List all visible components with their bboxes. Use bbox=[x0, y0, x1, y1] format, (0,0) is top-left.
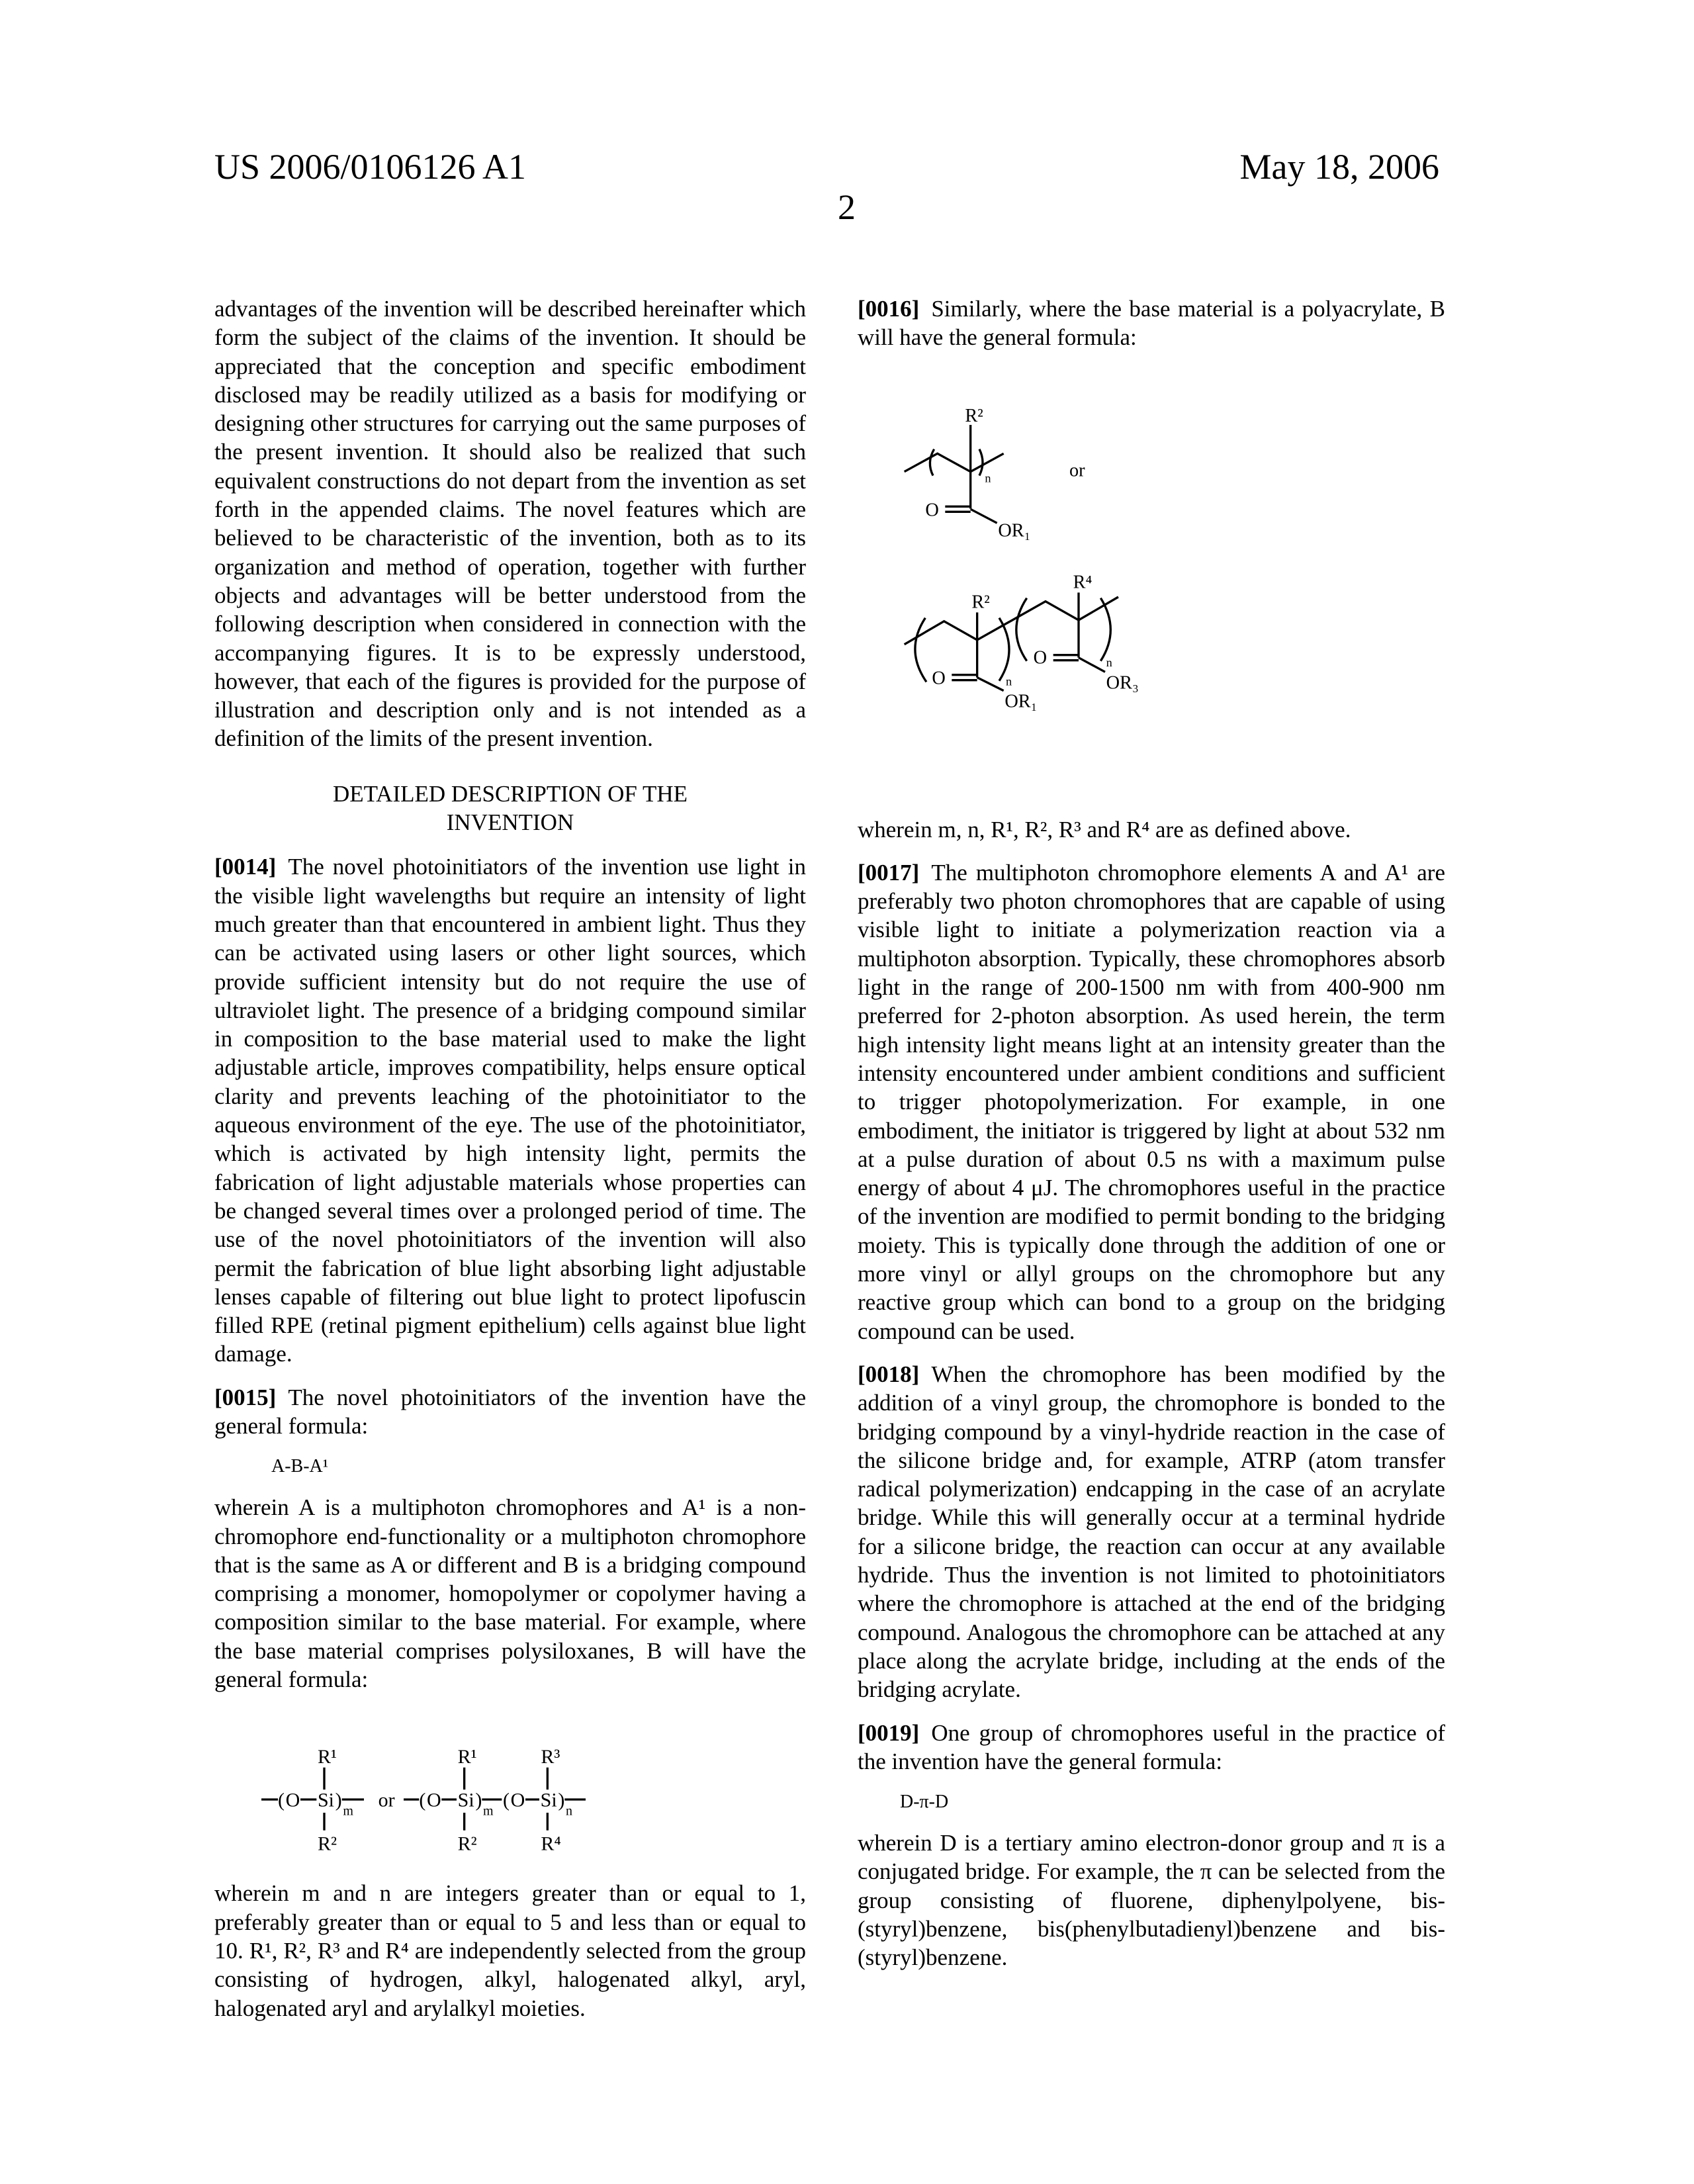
or3-label: OR₃ bbox=[1106, 672, 1139, 693]
or1-label: OR₁ bbox=[998, 520, 1030, 541]
paren-close: ) bbox=[558, 1790, 564, 1811]
silicon-label: Si bbox=[458, 1790, 474, 1811]
intro-paragraph: advantages of the invention will be described hereinafter which form the subject of the claims of the invention. It should be appreciated that the conception and specific embodiment disclosed may be readily utilized as a basis for modifying or designing other structures for carrying out the same purposes of the present invention. It should also be realized that such equivalent constructions do not depart from the invention as set forth in the appended claims. The novel features which are believed to be characteristic of the invention, both as to its organization and method of operation, together with further objects and advantages will be better understood from the following description when considered in connection with the accompanying figures. It is to be expressly understood, however, that each of the figures is provided for the purpose of illustration and description only and is not intended as a definition of the limits of the present invention. bbox=[214, 295, 806, 753]
r4-label: R⁴ bbox=[1073, 572, 1092, 592]
oxygen-label: O bbox=[925, 500, 938, 520]
or-label: or bbox=[379, 1790, 395, 1811]
subscript-m: m bbox=[483, 1804, 494, 1819]
formula-d-pi-d: D-π-D bbox=[858, 1790, 1445, 1814]
paragraph-wherein-m: wherein m and n are integers greater than or equal to 1, preferably greater than or equal to 5 and less than or equal to 10. R¹, R², R³ and R⁴ are independently selected from the group consisting of hydrogen, alkyl, halogenated alkyl, aryl, halogenated aryl and arylalkyl moieties. bbox=[214, 1879, 806, 2022]
paragraph-text: The novel photoinitiators of the invention use light in the visible light wavelengths but require an intensity of light much greater than that encountered in ambient light. Thus they can be activated using lasers or other light sources, which provide sufficient intensity but do not require the use of ultraviolet light. The presence of a bridging compound similar in composition to the base material used to make the light adjustable article, improves compatibility, helps ensure optical clarity and prevents leaching of the photoinitiator to the aqueous environment of the eye. The use of the photoinitiator, which is activated by high intensity light, permits the fabrication of light adjustable materials whose properties can be changed several times over a prolonged period of time. The use of the novel photoinitiators of the invention will also permit the fabrication of blue light absorbing light adjustable lenses capable of filtering out blue light to protect lipofuscin filled RPE (retinal pigment epithelium) cells against blue light damage. bbox=[214, 854, 806, 1367]
paragraph-0018 bbox=[858, 1360, 1445, 1704]
paren-open: ( bbox=[419, 1790, 425, 1811]
r4-label: R⁴ bbox=[541, 1833, 560, 1855]
r2-label: R² bbox=[965, 406, 983, 426]
r3-label: R³ bbox=[541, 1746, 560, 1768]
silicon-label: Si bbox=[318, 1790, 334, 1811]
paragraph-0019 bbox=[858, 1719, 1445, 1776]
paragraph-0016 bbox=[858, 295, 1445, 352]
paragraph-number: [0015] bbox=[214, 1385, 276, 1410]
paren-close: ) bbox=[475, 1790, 482, 1811]
or1-label: OR₁ bbox=[1004, 691, 1037, 711]
oxygen-label: O bbox=[1034, 647, 1047, 668]
or-label: or bbox=[1069, 460, 1085, 480]
paragraph-text: The multiphoton chromophore elements A and A¹ are preferably two photon chromophores that are capable of using visible light to initiate a polymerization reaction via a multiphoton absorption. Typically, these chromophores absorb light in the range of 200-1500 nm with from 400-900 nm preferred for 2-photon absorption. As used herein, the term high intensity light means light at an intensity greater than the intensity encountered under ambient conditions and sufficient to trigger photopolymerization. For example, in one embodiment, the initiator is triggered by light at about 532 nm at a pulse duration of about 0.5 ns with a maximum pulse energy of about 4 μJ. The chromophores useful in the practice of the invention are modified to permit bonding to the bridging moiety. This is typically done through the addition of one or more vinyl or allyl groups on the chromophore but any reactive group which can bond to a group on the bridging compound can be used. bbox=[858, 860, 1445, 1344]
r1-label: R¹ bbox=[458, 1746, 477, 1768]
polysiloxane-structure bbox=[251, 1713, 741, 1859]
paragraph-text: One group of chromophores useful in the practice of the invention have the general formula: bbox=[858, 1720, 1445, 1774]
heading-line: INVENTION bbox=[214, 808, 806, 837]
r2-label: R² bbox=[971, 592, 989, 612]
paragraph-text: Similarly, where the base material is a polyacrylate, B will have the general formula: bbox=[858, 296, 1445, 350]
subscript-n: n bbox=[1106, 656, 1112, 669]
patent-number: US 2006/0106126 A1 bbox=[214, 147, 526, 187]
subscript-n: n bbox=[985, 471, 991, 484]
oxygen-label: O bbox=[511, 1790, 525, 1811]
paragraph-number: [0019] bbox=[858, 1720, 919, 1746]
paragraph-wherein-a: wherein A is a multiphoton chromophores and A¹ is a non-chromophore end-functionality or a multiphoton chromophore that is the same as A or different and B is a bridging compound comprising a monomer, homopolymer or copolymer having a composition similar to the base material. For example, where the base material comprises polysiloxanes, B will have the general formula: bbox=[214, 1493, 806, 1694]
paragraph-number: [0016] bbox=[858, 296, 919, 322]
subscript-n: n bbox=[1006, 674, 1012, 688]
left-column bbox=[214, 295, 806, 2037]
section-heading bbox=[214, 780, 806, 837]
polyacrylate-structure bbox=[860, 379, 1257, 789]
paragraph-text: The novel photoinitiators of the invention have the general formula: bbox=[214, 1385, 806, 1439]
page-number: 2 bbox=[838, 187, 856, 227]
oxygen-label: O bbox=[286, 1790, 300, 1811]
paragraph-0017 bbox=[858, 858, 1445, 1345]
r2-label: R² bbox=[318, 1833, 337, 1855]
paragraph-number: [0014] bbox=[214, 854, 276, 880]
right-column bbox=[858, 295, 1445, 1987]
publication-date: May 18, 2006 bbox=[1240, 147, 1439, 187]
subscript-m: m bbox=[343, 1804, 353, 1819]
silicon-label: Si bbox=[541, 1790, 557, 1811]
paragraph-text: When the chromophore has been modified by the addition of a vinyl group, the chromophore is bonded to the bridging compound by a vinyl-hydride reaction in the case of the silicone bridge and, for example, ATRP (atom transfer radical polymerization) endcapping in the case of an acrylate bridge. While this will generally occur at a terminal hydride for a silicone bridge, the reaction can occur at any available hydride. Thus the invention is not limited to photoinitiators where the chromophore is attached at the end of the bridging compound. Analogous the chromophore can be attached at any place along the acrylate bridge, including at the ends of the bridging acrylate. bbox=[858, 1361, 1445, 1702]
oxygen-label: O bbox=[427, 1790, 441, 1811]
formula-a-b-a: A-B-A¹ bbox=[214, 1455, 806, 1479]
paragraph-0014 bbox=[214, 852, 806, 1368]
r2-label: R² bbox=[458, 1833, 477, 1855]
paragraph-0015 bbox=[214, 1383, 806, 1441]
paragraph-number: [0017] bbox=[858, 860, 919, 886]
paragraph-wherein-defined: wherein m, n, R¹, R², R³ and R⁴ are as defined above. bbox=[858, 815, 1445, 844]
heading-line: DETAILED DESCRIPTION OF THE bbox=[214, 780, 806, 808]
paren-open: ( bbox=[278, 1790, 285, 1811]
oxygen-label: O bbox=[932, 668, 945, 688]
paren-close: ) bbox=[335, 1790, 342, 1811]
subscript-n: n bbox=[566, 1804, 572, 1819]
paren-open: ( bbox=[503, 1790, 510, 1811]
r1-label: R¹ bbox=[318, 1746, 337, 1768]
paragraph-number: [0018] bbox=[858, 1361, 919, 1387]
paragraph-wherein-d: wherein D is a tertiary amino electron-donor group and π is a conjugated bridge. For example, the π can be selected from the group consisting of fluorene, diphenylpolyene, bis-(styryl)benzene, bis(phenylbutadienyl)benzene and bis-(styryl)benzene. bbox=[858, 1829, 1445, 1972]
